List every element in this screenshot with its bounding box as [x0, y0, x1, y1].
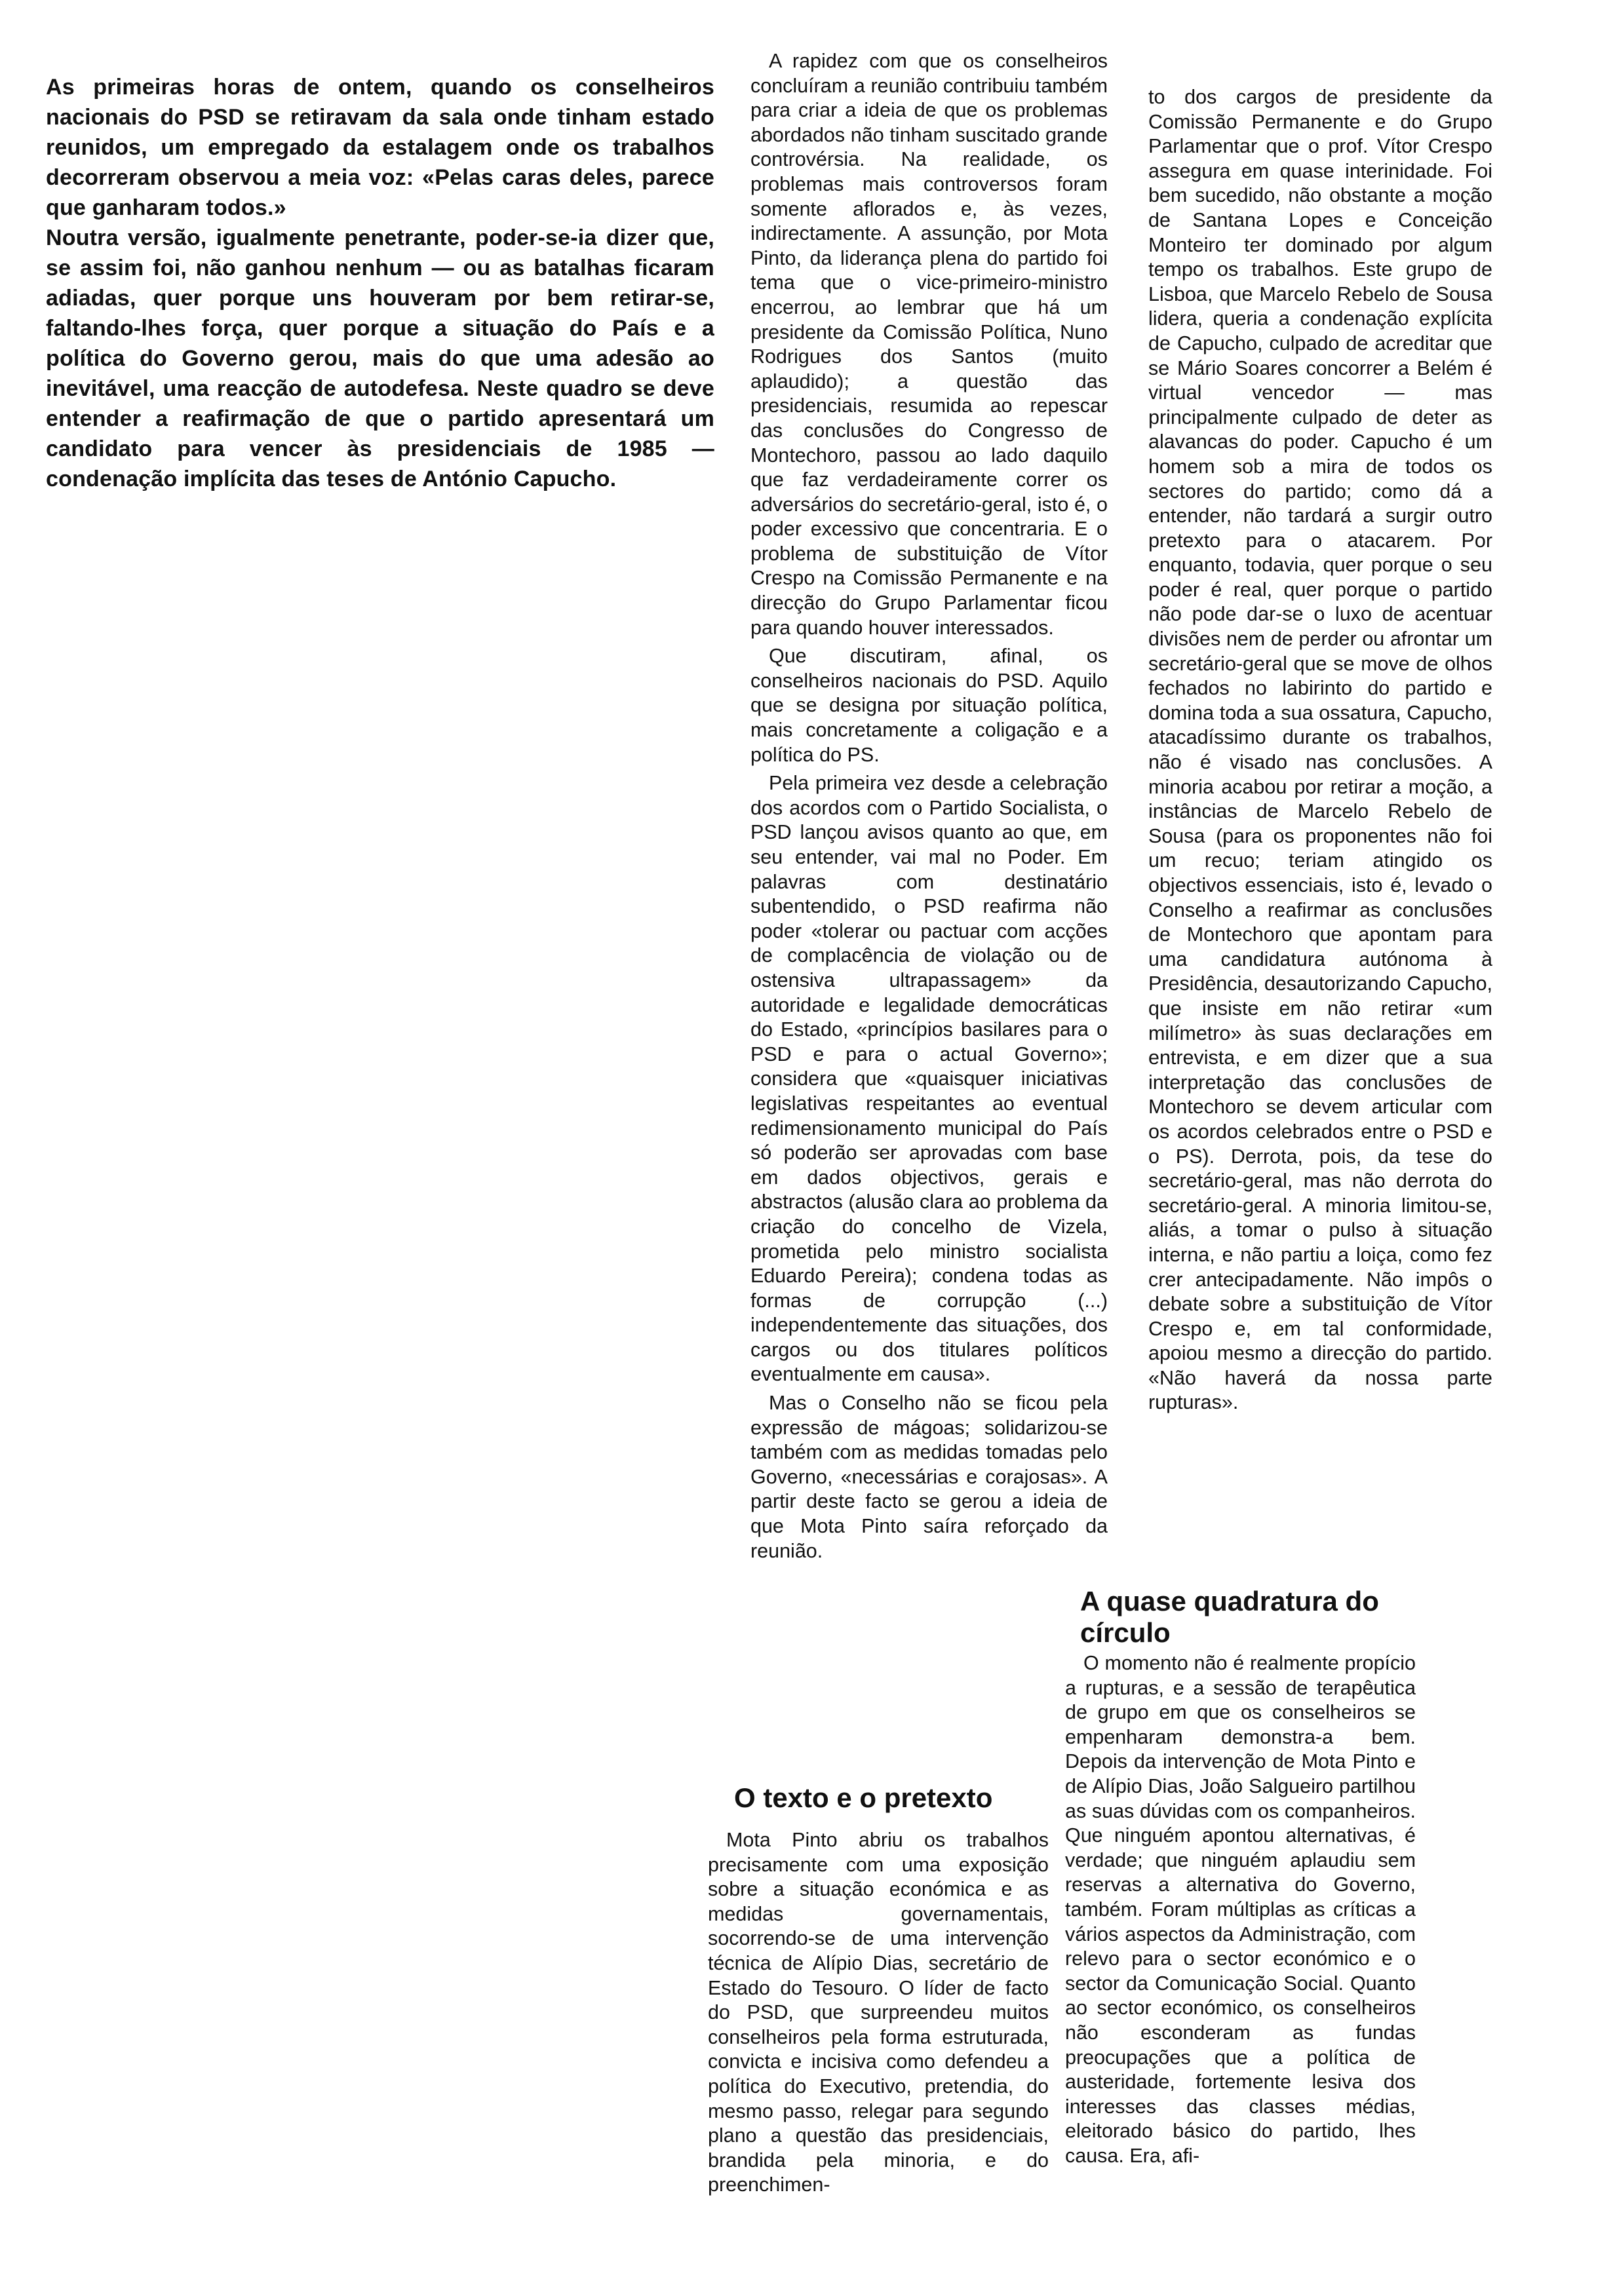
column-1c-paragraph: Mota Pinto abriu os trabalhos precisamente com uma exposição sobre a situação económica e as medidas governamentais, socorrendo-se de uma intervenção técnica de Alípio Dias, secretário de Estado do Tesouro. O líder de facto do PSD, que surpreendeu muitos conselheiros pela forma estruturada, convicta e incisiva como defendeu a política do Executivo, pretendia, do mesmo passo, relegar para segundo plano a questão das presidenciais, brandida pela minoria, e do preenchimen- [708, 1829, 1049, 2196]
article-column-3 [1065, 1651, 1416, 2172]
article-column-1 [750, 49, 1108, 1567]
column-1-paragraph: Mas o Conselho não se ficou pela expressão de mágoas; solidarizou-se também com as medidas tomadas pelo Governo, «necessárias e corajosas». A partir deste facto se gerou a ideia de que Mota Pinto saíra reforçado da reunião. [750, 1392, 1108, 1562]
column-1-paragraph: Que discutiram, afinal, os conselheiros nacionais do PSD. Aquilo que se designa por situação política, mais concretamente a coligação e a política do PS. [750, 645, 1108, 766]
column-2-paragraph: to dos cargos de presidente da Comissão Permanente e do Grupo Parlamentar que o prof. Vítor Crespo assegura em quase interinidade. Foi bem sucedido, não obstante a moção de Santana Lopes e Conceição Monteiro ter dominado por algum tempo os trabalhos. Este grupo de Lisboa, que Marcelo Rebelo de Sousa lidera, queria a condenação explícita de Capucho, culpado de acreditar que se Mário Soares concorrer a Belém é virtual vencedor — mas principalmente culpado de deter as alavancas do poder. Capucho é um homem sob a mira de todos os sectores do partido; como dá a entender, não tardará a surgir outro pretexto para o atacarem. Por enquanto, todavia, quer porque o seu poder é real, quer porque o partido não pode dar-se o luxo de acentuar divisões nem de perder ou afrontar um secretário-geral que se move de olhos fechados no labirinto do partido e domina toda a sua ossatura, Capucho, atacadíssimo durante os trabalhos, não é visado nas conclusões. A minoria acabou por retirar a moção, a instâncias de Marcelo Rebelo de Sousa (para os proponentes não foi um recuo; teriam atingido os objectivos essenciais, isto é, levado o Conselho a reafirmar as conclusões de Montechoro que apontam para uma candidatura autónoma à Presidência, desautorizando Capucho, que insiste em não retirar «um milímetro» às suas declarações em entrevista, e em dizer que a sua interpretação das conclusões de Montechoro se devem articular com os acordos celebrados entre o PSD e o PS). Derrota, pois, da tese do secretário-geral, mas não derrota do secretário-geral. A minoria limitou-se, aliás, a tomar o pulso à situação interna, e não partiu a loiça, como fez crer antecipadamente. Não impôs o debate sobre a substituição de Vítor Crespo e, em tal conformidade, apoiou mesmo a direcção do partido. «Não haverá da nossa parte rupturas». [1148, 86, 1492, 1414]
lead-text-1: As primeiras horas de ontem, quando os conselheiros nacionais do PSD se retiravam da sala onde tinham estado reunidos, um empregado da estalagem onde os trabalhos decorreram observou a meia voz: «Pelas caras deles, parece que ganharam todos.» [46, 75, 714, 220]
subheading-quadratura: A quase quadratura do círculo [1080, 1586, 1379, 1648]
article-column-1-continued [708, 1828, 1049, 2202]
column-1-paragraph: A rapidez com que os conselheiros concluíram a reunião contribuiu também para criar a ideia de que os problemas abordados não tinham suscitado grande controvérsia. Na realidade, os problemas mais controversos foram somente aflorados e, às vezes, indirectamente. A assunção, por Mota Pinto, da liderança plena do partido foi tema que o vice-primeiro-ministro encerrou, ao lembrar que há um presidente da Comissão Política, Nuno Rodrigues dos Santos (muito aplaudido); a questão das presidenciais, resumida ao repescar das conclusões do Congresso de Montechoro, passou ao lado daquilo que faz verdadeiramente correr os adversários do secretário-geral, isto é, o poder excessivo que concentraria. E o problema de substituição de Vítor Crespo na Comissão Permanente e na direcção do Grupo Parlamentar ficou para quando houver interessados. [750, 50, 1108, 639]
article-column-2 [1148, 85, 1492, 1419]
lead-text-2: Noutra versão, igualmente penetrante, poder-se-ia dizer que, se assim foi, não ganhou nenhum — ou as batalhas ficaram adiadas, quer porque uns houveram por bem retirar-se, faltando-lhes força, quer porque a situação do País e a política do Governo gerou, mais do que uma adesão ao inevitável, uma reacção de autodefesa. Neste quadro se deve entender a reafirmação de que o partido apresentará um candidato para vencer às presidenciais de 1985 — condenação implícita das teses de António Capucho. [46, 225, 714, 491]
subheading-o-texto: O texto e o pretexto [734, 1782, 993, 1813]
column-3-paragraph: O momento não é realmente propício a rupturas, e a sessão de terapêutica de grupo em que os conselheiros se empenharam demonstra-a bem. Depois da intervenção de Mota Pinto e de Alípio Dias, João Salgueiro partilhou as suas dúvidas com os companheiros. Que ninguém apontou alternativas, é verdade; que ninguém aplaudiu sem reservas a alternativa do Governo, também. Foram múltiplas as críticas a vários aspectos da Administração, com relevo para o sector económico e o sector da Comunicação Social. Quanto ao sector económico, os conselheiros não esconderam as fundas preocupações que a política de austeridade, fortemente lesiva dos interesses das classes médias, eleitorado básico do partido, lhes causa. Era, afi- [1065, 1652, 1416, 2167]
lead-paragraph [46, 72, 714, 494]
column-1-paragraph: Pela primeira vez desde a celebração dos acordos com o Partido Socialista, o PSD lançou avisos quanto ao que, em seu entender, vai mal no Poder. Em palavras com destinatário subentendido, o PSD reafirma não poder «tolerar ou pactuar com acções de complacência de violação ou de ostensiva ultrapassagem» da autoridade e legalidade democráticas do Estado, «princípios basilares para o PSD e para o actual Governo»; considera que «quaisquer iniciativas legislativas respeitantes ao eventual redimensionamento municipal do País só poderão ser aprovadas com base em dados objectivos, gerais e abstractos (alusão clara ao problema da criação do concelho de Vizela, prometida pelo ministro socialista Eduardo Pereira); condena todas as formas de corrupção (...) independentemente das situações, dos cargos ou dos titulares políticos eventualmente em causa». [750, 772, 1108, 1386]
